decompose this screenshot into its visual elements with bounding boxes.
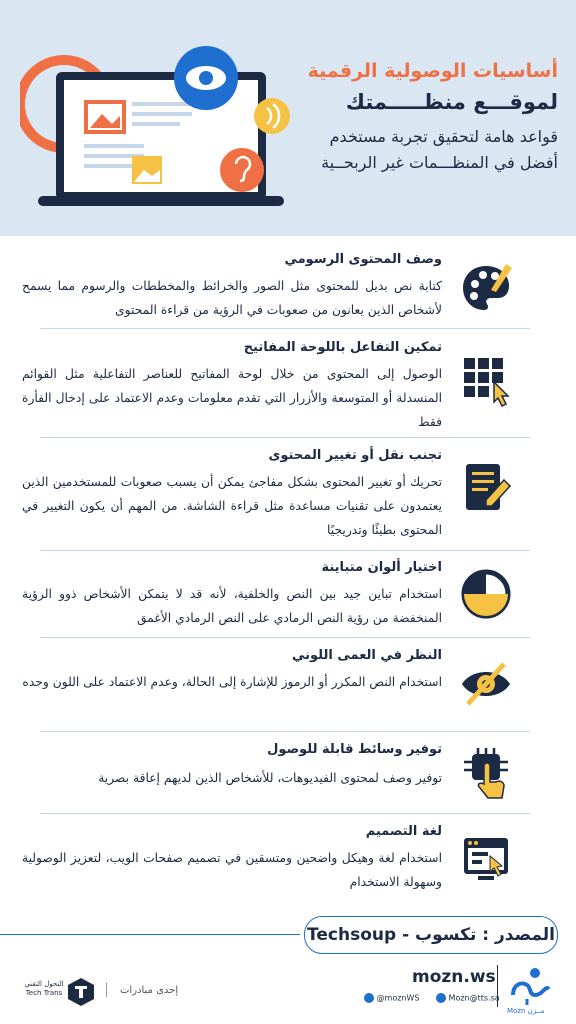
contrast-circle-icon bbox=[458, 566, 514, 622]
email-contact[interactable] bbox=[436, 993, 500, 1003]
palette-icon bbox=[458, 260, 514, 316]
item-title: تمكين التفاعل باللوحة المفاتيح bbox=[243, 340, 442, 355]
initiative-label: إحدى مبادرات bbox=[120, 985, 179, 996]
item-title: لغة التصميم bbox=[365, 824, 442, 839]
item-body: الوصول إلى المحتوى من خلال لوحة المفاتيح للعناصر التفاعلية مثل القوائم المنسدلة أو المتوسعة والأزرار التي تقدم معلومات وعدم الاعتماد على إدخال الفأرة فقط bbox=[22, 367, 442, 429]
hero-text bbox=[258, 60, 558, 176]
item-body: استخدام النص المكرر أو الرموز للإشارة إلى الحالة، وعدم الاعتماد على اللون وحده bbox=[22, 675, 442, 689]
tech-name-en: Tech Trans bbox=[25, 989, 63, 997]
hero-description-line-2: أفضل في المنظـــمات غير الربحــية bbox=[321, 153, 558, 172]
item-title: اختيار ألوان متباينة bbox=[321, 560, 442, 575]
hero-subtitle: لموقـــع منظـــــمتك bbox=[345, 90, 558, 114]
twitter-icon bbox=[364, 993, 374, 1003]
divider bbox=[40, 328, 530, 329]
item-body: كتابة نص بديل للمحتوى مثل الصور والخرائط والمخططات والرسوم مما يسمح لأشخاص الذين يعانون من صعوبات في الرؤية من قراءة المحتوى bbox=[22, 279, 442, 317]
tech-trans-name bbox=[24, 980, 64, 998]
divider bbox=[40, 731, 530, 732]
keyboard-click-icon bbox=[458, 352, 514, 408]
source-pill bbox=[304, 916, 558, 954]
tech-name-ar: التحول التقني bbox=[24, 980, 64, 988]
twitter-text: @moznWS bbox=[376, 993, 420, 1003]
logo-caption: Mozn مــزن bbox=[507, 1007, 545, 1015]
footer bbox=[0, 955, 576, 1024]
eye-slash-icon bbox=[458, 656, 514, 712]
mozn-logo-icon bbox=[505, 965, 557, 1017]
item-body: استخدام لغة وهيكل واضحين ومتسقين في تصميم صفحات الويب، لتعزيز الوصولية وسهولة الاستخدام bbox=[22, 851, 442, 889]
list-item bbox=[0, 338, 576, 434]
hero-banner bbox=[0, 0, 576, 236]
item-body: تحريك أو تغيير المحتوى بشكل مفاجئ يمكن أن يسبب صعوبات للمستخدمين الذين يعتمدون على تقنيات مساعدة مثل قراءة الشاشة. من المهم أن يكون التغيير في المحتوى بطيئًا وتدريجيًا bbox=[22, 475, 442, 537]
email-icon bbox=[436, 993, 446, 1003]
list-item bbox=[0, 822, 576, 902]
item-title: وصف المحتوى الرسومي bbox=[284, 252, 442, 267]
browser-cursor-icon bbox=[458, 832, 514, 888]
document-edit-icon bbox=[458, 460, 514, 516]
source-text: المصدر : تكسوب - Techsoup bbox=[307, 925, 555, 945]
divider bbox=[40, 437, 530, 438]
list-item bbox=[0, 558, 576, 634]
divider bbox=[40, 813, 530, 814]
list-item bbox=[0, 250, 576, 326]
divider bbox=[40, 550, 530, 551]
brand-website[interactable]: mozn.ws bbox=[412, 967, 496, 987]
item-title: تجنب نقل أو تغيير المحتوى bbox=[268, 448, 442, 463]
divider bbox=[40, 637, 530, 638]
item-title: النظر في العمى اللوني bbox=[291, 648, 442, 663]
laptop-illustration bbox=[20, 24, 290, 224]
source-line bbox=[0, 934, 300, 935]
twitter-handle[interactable] bbox=[364, 993, 420, 1003]
hero-title: أساسيات الوصولية الرقمية bbox=[307, 60, 558, 82]
item-title: توفير وسائط قابلة للوصول bbox=[267, 742, 442, 757]
list-item bbox=[0, 646, 576, 726]
separator bbox=[106, 983, 107, 997]
hero-description-line-1: قواعد هامة لتحقيق تجربة مستخدم bbox=[329, 127, 558, 146]
item-body: استخدام تباين جيد بين النص والخلفية، لأنه قد لا يتمكن الأشخاص ذوو الرؤية المنخفضة من رؤية النص الرمادي على النص الرمادي الأغمق bbox=[22, 587, 442, 625]
list-item bbox=[0, 446, 576, 546]
item-body: توفير وصف لمحتوى الفيديوهات، للأشخاص الذين لديهم إعاقة بصرية bbox=[98, 771, 442, 785]
list-item bbox=[0, 740, 576, 810]
tech-trans-logo-icon bbox=[66, 977, 96, 1007]
touch-chip-icon bbox=[458, 744, 514, 800]
email-text: Mozn@tts.sa bbox=[448, 993, 500, 1003]
